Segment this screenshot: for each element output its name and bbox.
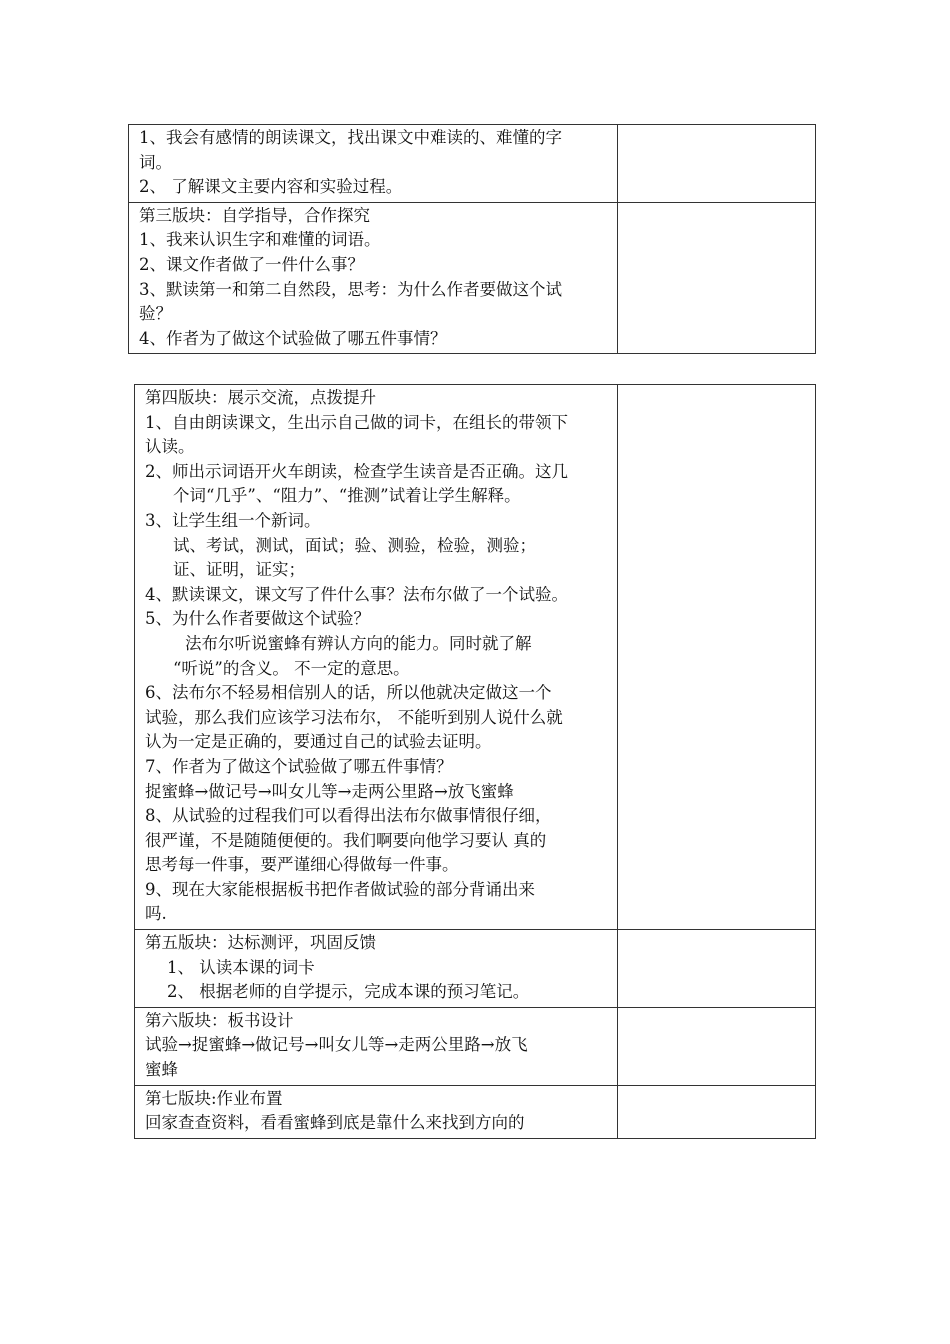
content-cell (135, 1007, 618, 1085)
text-line: 7、作者为了做这个试验做了哪五件事情？ (145, 756, 453, 776)
text-line: 试验，那么我们应该学习法布尔， 不能听到别人说什么就 (145, 707, 563, 727)
content-cell (129, 125, 618, 203)
text-line: 8、从试验的过程我们可以看得出法布尔做事情很仔细， (145, 806, 552, 826)
text-line: “听说”的含义。 不一定的意思。 (173, 658, 410, 678)
table-row (129, 202, 816, 354)
section-heading: 第三版块：自学指导，合作探究 (139, 205, 370, 225)
section-heading: 第四版块：展示交流，点拨提升 (145, 388, 376, 407)
text-line: 1、我会有感情的朗读课文，找出课文中难读的、难懂的字 (139, 128, 562, 147)
section-heading: 第六版块：板书设计 (145, 1010, 294, 1030)
notes-cell (618, 125, 816, 203)
text-line: 2、 根据老师的自学提示，完成本课的预习笔记。 (167, 982, 530, 1002)
text-line: 证、证明，证实； (173, 560, 305, 580)
text-line: 思考每一件事，要严谨细心得做每一件事。 (145, 855, 459, 875)
text-line: 3、默读第一和第二自然段，思考：为什么作者要做这个试 (139, 279, 562, 299)
section-heading: 第五版块：达标测评，巩固反馈 (145, 933, 376, 953)
text-line: 9、现在大家能根据板书把作者做试验的部分背诵出来 (145, 879, 535, 899)
text-line: 4、默读课文，课文写了件什么事？法布尔做了一个试验。 (145, 584, 568, 604)
notes-cell (618, 202, 816, 354)
text-line: 试、考试，测试，面试；验、测验，检验，测验； (173, 535, 536, 555)
text-line: 捉蜜蜂→做记号→叫女儿等→走两公里路→放飞蜜蜂 (145, 781, 514, 801)
notes-cell (618, 930, 816, 1008)
table-row (135, 930, 816, 1008)
text-line: 验？ (139, 304, 172, 324)
notes-cell (618, 1007, 816, 1085)
text-line: 试验→捉蜜蜂→做记号→叫女儿等→走两公里路→放飞 (145, 1035, 528, 1055)
text-line: 6、法布尔不轻易相信别人的话，所以他就决定做这一个 (145, 683, 552, 703)
text-line: 3、让学生组一个新词。 (145, 510, 321, 530)
lesson-table-1 (128, 124, 816, 354)
text-line: 认读。 (145, 437, 195, 457)
lesson-table-2 (134, 384, 816, 1139)
text-line: 1、我来认识生字和难懂的词语。 (139, 230, 381, 250)
content-cell (135, 1085, 618, 1138)
text-line: 蜜蜂 (145, 1060, 178, 1080)
content-cell (129, 202, 618, 354)
notes-cell (618, 385, 816, 930)
notes-cell (618, 1085, 816, 1138)
text-line: 4、作者为了做这个试验做了哪五件事情？ (139, 328, 447, 348)
text-line: 词。 (139, 152, 172, 172)
text-line: 吗. (145, 904, 167, 924)
text-line: 1、自由朗读课文，生出示自己做的词卡，在组长的带领下 (145, 412, 568, 432)
content-cell (135, 385, 618, 930)
table-row (135, 1007, 816, 1085)
text-line: 5、为什么作者要做这个试验？ (145, 609, 370, 629)
section-heading: 第七版块:作业布置 (145, 1088, 283, 1108)
table-row (135, 1085, 816, 1138)
text-line: 2、 了解课文主要内容和实验过程。 (139, 177, 403, 197)
text-line: 法布尔听说蜜蜂有辨认方向的能力。同时就了解 (185, 633, 532, 653)
text-line: 很严谨，不是随随便便的。我们啊要向他学习要认 真的 (145, 830, 547, 850)
table-row (129, 125, 816, 203)
content-cell (135, 930, 618, 1008)
text-line: 1、 认读本课的词卡 (167, 957, 315, 977)
text-line: 认为一定是正确的，要通过自己的试验去证明。 (145, 732, 492, 752)
text-line: 个词“几乎”、“阻力”、“推测”试着让学生解释。 (173, 486, 521, 506)
text-line: 2、师出示词语开火车朗读，检查学生读音是否正确。这几 (145, 461, 568, 481)
text-line: 2、课文作者做了一件什么事？ (139, 254, 364, 274)
text-line: 回家查查资料，看看蜜蜂到底是靠什么来找到方向的 (145, 1113, 525, 1133)
table-row (135, 385, 816, 930)
